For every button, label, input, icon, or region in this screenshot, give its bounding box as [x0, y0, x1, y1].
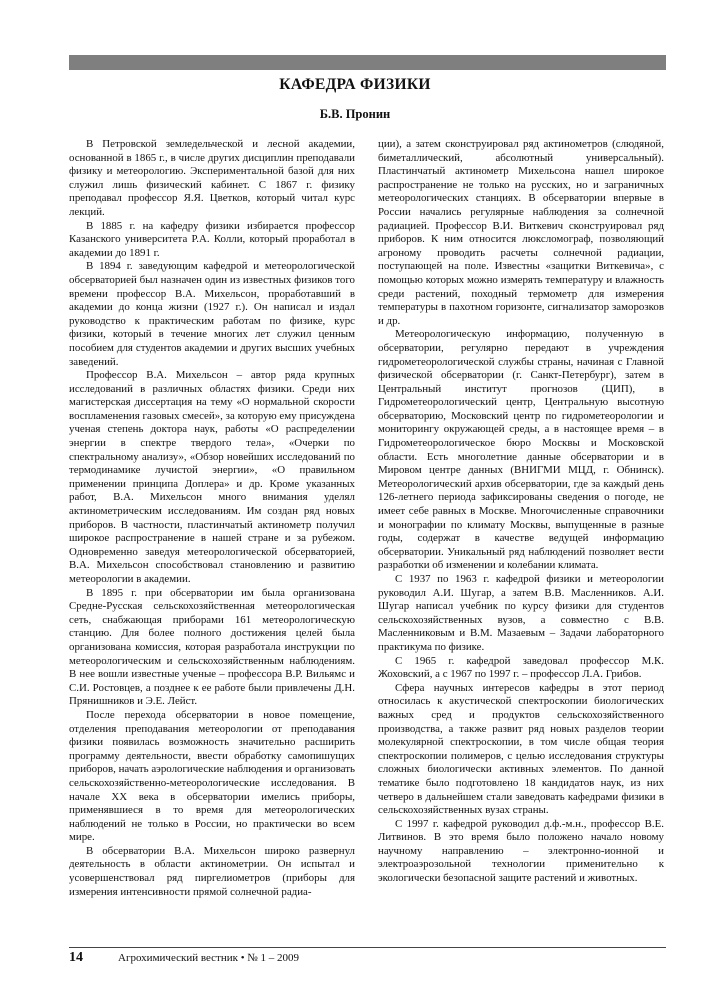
- article-title: КАФЕДРА ФИЗИКИ: [279, 76, 431, 93]
- paragraph: Метеорологическую информацию, полученную в обсерватории, регулярно передают в учреждения гидрометеорологической службы страны, начиная с Главной физической обсерватории (г. Санкт-Петербург), затем в Центральный институт прогнозов (ЦИП), в Гидрометеорологический центр, Центральную высотную обсерваторию, Московский центр по гидрометеорологии и мониторингу окружающей среды, а в настоящее время – в Гидрометеорологическое бюро Москвы и Московской области. Есть многолетние данные обсерватории и в Мировом центре данных (ВНИГМИ МЦД, г. Обнинск). Метеорологический архив обсерватории, где за каждый день 126-летнего периода зафиксированы сведения о погоде, не имеет себе равных в Москве. Многочисленные справочники и монографии по климату Москвы, выпущенные в разные годы, содержат в качестве ведущей информацию обсерватории. Уникальный ряд наблюдений позволяет вести разработки об изменении и колебании климата.: [378, 328, 664, 572]
- paragraph: ции), а затем сконструировал ряд актинометров (слюдяной, биметаллический, абсолютный универсальный). Пластинчатый актинометр Михельсона нашел широкое распространение не только на русских, но и заграничных метеорологических станциях. В обсерватории впервые в России начались регулярные наблюдения за солнечной радиацией. Профессор В.И. Виткевич сконструировал ряд приборов. К ним относится люксломограф, позволяющий агроному проводить расчеты солнечной радиации, поступающей на поле. Известны «защитки Виткевича», с помощью которых можно измерять температуру и влажность среди растений, походный термометр для измерения температуры в пахотном горизонте, сигнализатор заморозков и др.: [378, 138, 664, 327]
- paragraph: Сфера научных интересов кафедры в этот период относилась к акустической спектроскопии биологических важных сред и продуктов сельскохозяйственного производства, а также развит ряд новых разделов теории молекулярной спектроскопии, в том числе общая теория спектроскопии полимеров, с целью исследования структуры сложных биологически активных элементов. По данной тематике было подготовлено 18 кандидатов наук, из них четверо в дальнейшем стали заведовать кафедрами физики в сельскохозяйственных вузах страны.: [378, 681, 664, 817]
- paragraph: В 1885 г. на кафедру физики избирается профессор Казанского университета Р.А. Колли, который проработал в академии до 1891 г.: [69, 219, 355, 259]
- left-column: [69, 138, 355, 899]
- paragraph: В Петровской земледельческой и лесной академии, основанной в 1865 г., в числе других дисциплин преподавали физику и метеорологию. Экспериментальной базой для них служил лишь физический кабинет. С 1867 г. физику преподавал профессор Я.Я. Цветков, который читал курс лекций.: [69, 138, 355, 218]
- paragraph: В обсерватории В.А. Михельсон широко развернул деятельность в области актинометрии. Он испытал и усовершенствовал ряд пиргелиометров (приборы для измерения интенсивности прямой солнечной радиа-: [69, 844, 355, 898]
- journal-info: Агрохимический вестник • № 1 – 2009: [118, 952, 300, 964]
- paragraph: В 1894 г. заведующим кафедрой и метеорологической обсерваторией был назначен один из известных физиков того времени профессор В.А. Михельсон, проработавший в академии до конца жизни (1927 г.). Он написал и издал руководство к практическим работам по физике, курс физики, который в течение многих лет служил ценным пособием для студентов академии и других высших учебных заведений.: [69, 260, 355, 368]
- header-bar: [69, 55, 666, 70]
- paragraph: Профессор В.А. Михельсон – автор ряда крупных исследований в различных областях физики. Среди них магистерская диссертация на тему «О нормальной скорости воспламенения газовых смесей», за которую ему присуждена ученая степень доктора наук, работы «О распределении энергии в спектре твердого тела», «Очерки по спектральному анализу», «Обзор новейших исследований по термодинамике лучистой энергии», «О правильном применении принципа Доплера» и др. Кроме указанных работ, В.А. Михельсон много внимания уделял актинометрическим исследованиям. Им создан ряд новых приборов. В частности, пластинчатый актинометр получил широкое распространение в нашей стране и за рубежом. Одновременно заведуя метеорологической обсерваторией, В.А. Михельсон способствовал становлению и развитию метеорологии в академии.: [69, 369, 355, 585]
- article-author: Б.В. Пронин: [319, 107, 391, 121]
- right-column: [378, 138, 664, 886]
- paragraph: С 1997 г. кафедрой руководил д.ф.-м.н., профессор В.Е. Литвинов. В это время было положено начало новому научному направлению – электронно-ионной и электроаэрозольной технологии применительно к экологически безопасной защите растений и животных.: [378, 817, 664, 885]
- paragraph: После перехода обсерватории в новое помещение, отделения преподавания метеорологии от преподавания физики появилась возможность значительно расширить программу деятельности, ввести обработку самопишущих приборов, начать аэрологические наблюдения и организовать сельскохозяйственно-метеорологические исследования. В начале ХХ века в обсерватории имелись приборы, применявшиеся в то время для метеорологических наблюдений не только в России, но практически во всем мире.: [69, 708, 355, 844]
- paragraph: В 1895 г. при обсерватории им была организована Средне-Русская сельскохозяйственная метеорологическая сеть, снабжающая приборами 161 метеорологическую станцию. Для более полного достижения целей была организована комиссия, которая разработала инструкции по метеорологическим и сельскохозяйственным наблюдениям. В нее вошли известные ученые – профессора В.Р. Вильямс и С.И. Ростовцев, а позднее к ее работе были привлечены Д.Н. Прянишников и Э.Е. Лейст.: [69, 586, 355, 708]
- paragraph: С 1965 г. кафедрой заведовал профессор М.К. Жоховский, а с 1967 по 1997 г. – профессор Л.А. Грибов.: [378, 654, 664, 681]
- page-number: 14: [69, 950, 83, 965]
- footer-rule: [69, 947, 666, 948]
- paragraph: С 1937 по 1963 г. кафедрой физики и метеорологии руководил А.И. Шугар, а затем В.В. Масленников. А.И. Шугар написал учебник по курсу физики для студентов сельскохозяйственных вузов, а совместно с В.В. Масленниковым и В.М. Мазаевым – Задачи лабораторного практикума по физике.: [378, 573, 664, 653]
